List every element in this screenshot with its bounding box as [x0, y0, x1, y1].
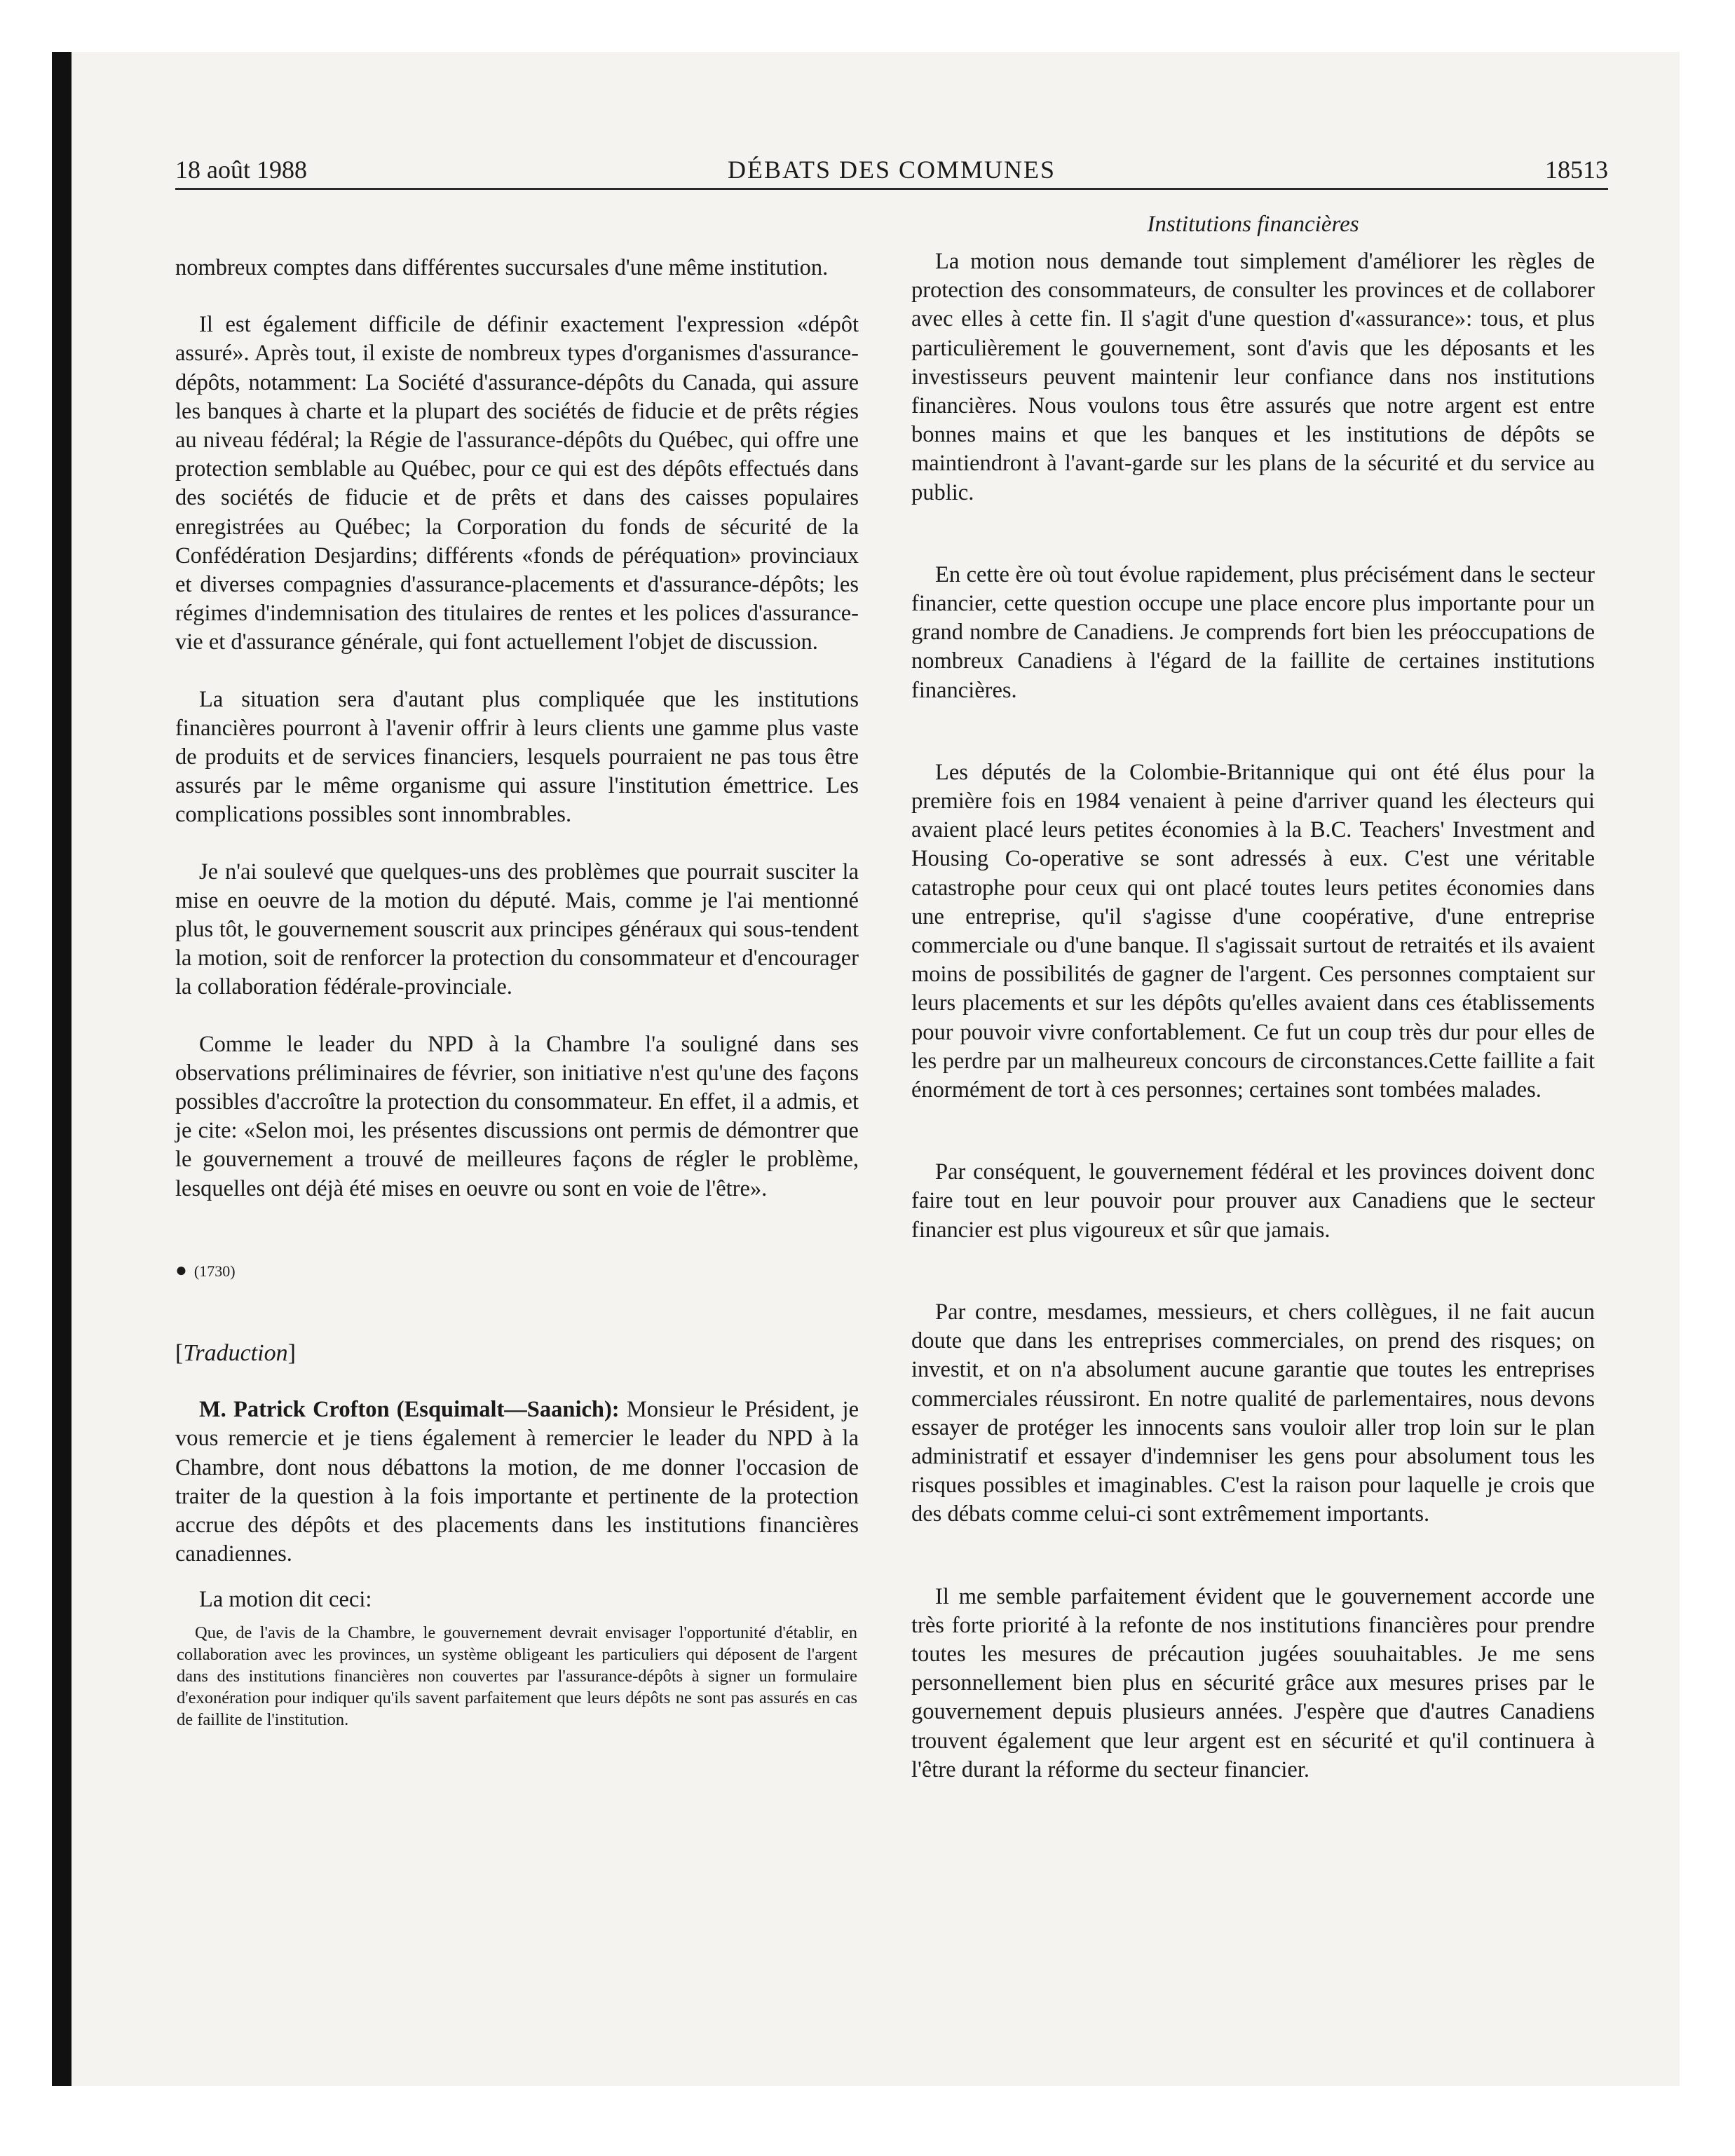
paragraph: La motion nous demande tout simplement d'améliorer les règles de protection des consommateurs, de consulter les provinces et de collaborer avec elles à cette fin. Il s'agit d'une question d'«assurance»: tous, et plus particulièrement le gouvernement, sont d'avis que les déposants et les investisseurs peuvent maintenir leur confiance dans nos institutions financières. Nous voulons tous être assurés que notre argent est entre bonnes mains et que les banques et les institutions de dépôts se maintiendront à l'avant-garde sur les plans de la sécurité et du service au public. — [911, 249, 1595, 505]
header-date: 18 août 1988 — [175, 156, 307, 184]
paragraph: Comme le leader du NPD à la Chambre l'a souligné dans ses observations préliminaires de février, son initiative n'est qu'une des façons possibles d'accroître la protection du consommateur. En effet, il a admis, et je cite: «Selon moi, les présentes discussions ont permis de démontrer que le gouvernement a trouvé de meilleures façons de régler le problème, lesquelles ont déjà été mises en oeuvre ou sont en voie de l'être». — [175, 1031, 859, 1201]
paragraph: Par conséquent, le gouvernement fédéral et les provinces doivent donc faire tout en leur pouvoir pour prouver aux Canadiens que le secteur financier est plus vigoureux et sûr que jamais. — [911, 1159, 1595, 1243]
header-rule — [175, 188, 1608, 190]
bullet-icon: ● — [175, 1259, 187, 1281]
paragraph: Par contre, mesdames, messieurs, et chers collègues, il ne fait aucun doute que dans les entreprises commerciales, on prend des risques; on investit, et on n'a absolument aucune garantie que toutes les entreprises commerciales réussiront. En notre qualité de parlementaires, nous devons essayer de protéger les innocents sans vouloir aller trop loin sur le plan administratif et essayer d'indemniser les gens pour absolument tous les risques possibles et imaginables. C'est la raison pour laquelle je crois que des débats comme celui-ci sont extrêmement importants. — [911, 1299, 1595, 1527]
paragraph: Il est également difficile de définir exactement l'expression «dépôt assuré». Après tout, il existe de nombreux types d'organismes d'assurance-dépôts, notamment: La Société d'assurance-dépôts du Canada, qui assure les banques à charte et la plupart des sociétés de fiducie et de prêts régies au niveau fédéral; la Régie de l'assurance-dépôts du Québec, qui offre une protection semblable au Québec, pour ce qui est des dépôts effectués dans des sociétés de fiducie et de prêts et dans des caisses populaires enregistrées au Québec; la Corporation du fonds de sécurité de la Confédération Desjardins; différents «fonds de péréquation» provinciaux et diverses compagnies d'assurance-placements et d'assurance-dépôts; les régimes d'indemnisation des titulaires de rentes et les polices d'assurance-vie et d'assurance générale, qui font actuellement l'objet de discussion. — [175, 312, 859, 655]
right-column — [911, 210, 1595, 1785]
speech-paragraph — [175, 1396, 859, 1569]
motion-quote: Que, de l'avis de la Chambre, le gouvernement devrait envisager l'opportunité d'établir, en collaboration avec les provinces, un système obligeant les particuliers qui déposent de l'argent dans des institutions financières non couvertes par l'assurance-dépôts à signer un formulaire d'exonération pour indiquer qu'ils savent parfaitement que leurs dépôts ne sont pas assurés en cas de faillite de l'institution. — [177, 1623, 857, 1729]
section-heading: Institutions financières — [1147, 212, 1359, 237]
traduction-word: Traduction — [183, 1339, 288, 1366]
scan-binding-edge — [52, 52, 72, 2086]
time-marker — [175, 1257, 859, 1285]
traduction-label: [Traduction] — [175, 1339, 296, 1366]
paragraph: Les députés de la Colombie-Britannique qui ont été élus pour la première fois en 1984 venaient à peine d'arriver quand les électeurs qui avaient placé leurs petites économies à la B.C. Teachers' Investment and Housing Co-operative se sont adressés à eux. C'est une véritable catastrophe pour ceux qui ont placé toutes leurs petites économies dans une entreprise, qu'il s'agisse d'une coopérative, d'une entreprise commerciale ou d'une banque. Il s'agissait surtout de retraités et ils avaient moins de possibilités de gagner de l'argent. Ces personnes comptaient sur leurs placements et sur les dépôts qu'elles avaient dans ces établissements pour pouvoir vivre confortablement. Ce fut un coup très dur pour elles de les perdre par un malheureux concours de circonstances.Cette faillite a fait énormément de tort à ces personnes; certaines sont tombées malades. — [911, 759, 1595, 1103]
time-marker-text: (1730) — [193, 1262, 236, 1280]
paragraph: En cette ère où tout évolue rapidement, plus précisément dans le secteur financier, cette question occupe une place encore plus importante pour un grand nombre de Canadiens. Je comprends fort bien les préoccupations de nombreux Canadiens à l'égard de la faillite de certaines institutions financières. — [911, 561, 1595, 703]
paragraph: La situation sera d'autant plus compliquée que les institutions financières pourront à l'avenir offrir à leurs clients une gamme plus vaste de produits et de services financiers, lesquels pourraient ne pas tous être assurés par le même organisme qui assure l'institution émettrice. Les complications possibles sont innombrables. — [175, 686, 859, 828]
speaker-name: M. Patrick Crofton (Esquimalt—Saanich): — [199, 1397, 620, 1423]
speech-text: Monsieur le Président, je vous remercie et je tiens également à remercier le leader du NPD à la Chambre, dont nous débattons la motion, de me donner l'occasion de traiter de la question à la fois importante et pertinente de la protection accrue des dépôts et des placements dans les institutions financières canadiennes. — [175, 1397, 859, 1567]
paragraph: Il me semble parfaitement évident que le gouvernement accorde une très forte priorité à la refonte de nos institutions financières pour prendre toutes les mesures de précaution jugées souuhaitables. Je me sens personnellement bien plus en sécurité grâce aux mesures prises par le gouvernement depuis plusieurs années. J'espère que d'autres Canadiens trouvent également que leur argent est en sécurité et qu'il continuera à l'être durant la réforme du secteur financier. — [911, 1583, 1595, 1782]
left-column — [175, 210, 859, 1731]
running-header — [175, 153, 1608, 189]
paragraph: nombreux comptes dans différentes succursales d'une même institution. — [175, 255, 829, 280]
header-page-number: 18513 — [1545, 156, 1608, 184]
paragraph: La motion dit ceci: — [199, 1587, 372, 1613]
header-title: DÉBATS DES COMMUNES — [727, 156, 1056, 184]
paragraph: Je n'ai soulevé que quelques-uns des problèmes que pourrait susciter la mise en oeuvre de la motion du député. Mais, comme je l'ai mentionné plus tôt, le gouvernement souscrit aux principes généraux qui sous-tendent la motion, soit de renforcer la protection du consommateur et d'encourager la collaboration fédérale-provinciale. — [175, 859, 859, 1000]
